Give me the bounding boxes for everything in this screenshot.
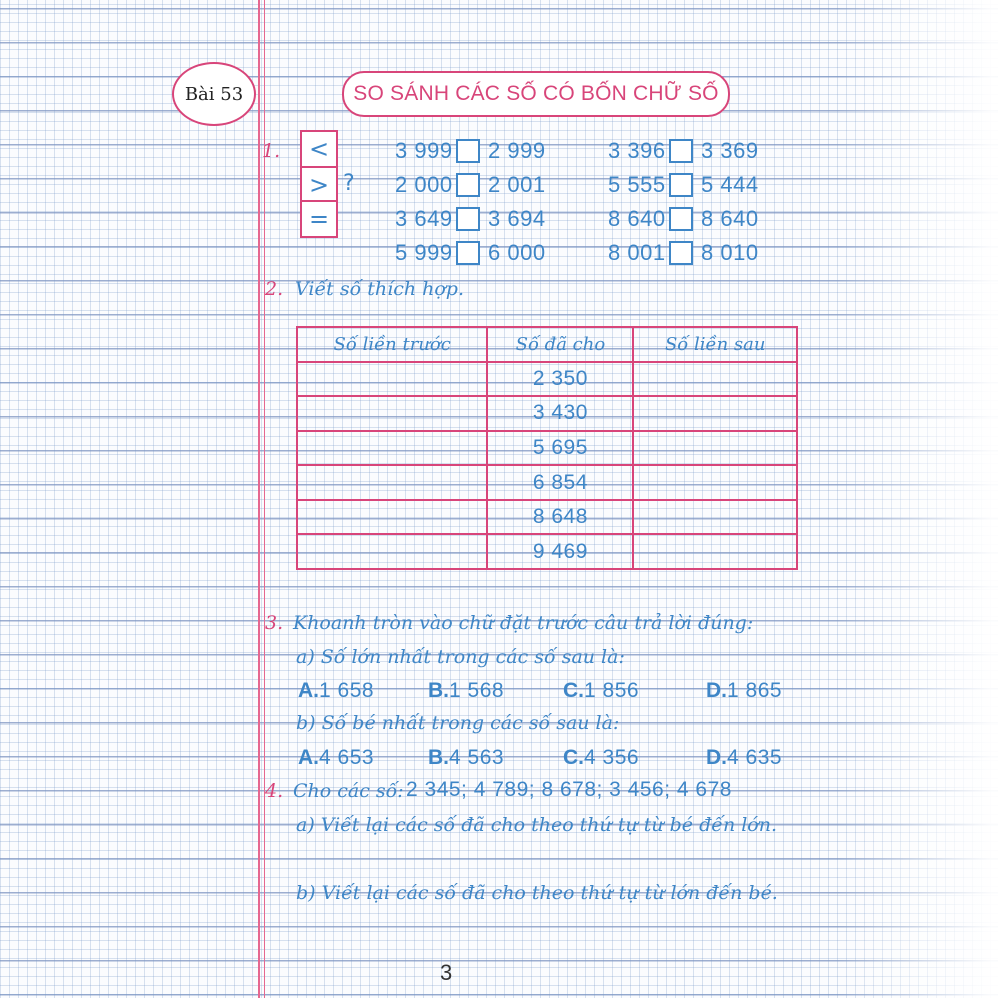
ex3b-option-d[interactable] (706, 745, 782, 770)
answer-box-7[interactable] (456, 241, 480, 265)
given-cell: 2 350 (487, 362, 633, 397)
less-than-symbol: < (308, 135, 330, 163)
ex3a-label: a) Số lớn nhất trong các số sau là: (296, 646, 625, 668)
previous-cell[interactable] (297, 362, 487, 397)
option-value: 1 865 (727, 679, 783, 702)
ex1-right-4: 5 444 (701, 172, 759, 197)
ex1-left-7: 5 999 (395, 240, 453, 265)
page-title-text: SO SÁNH CÁC SỐ CÓ BỐN CHỮ SỐ (353, 82, 719, 105)
page-number: 3 (440, 960, 453, 985)
given-cell: 5 695 (487, 431, 633, 466)
next-cell[interactable] (633, 362, 797, 397)
next-cell[interactable] (633, 534, 797, 569)
table-row (297, 500, 797, 535)
ex3b-option-a[interactable] (298, 745, 374, 770)
ex4b-text: b) Viết lại các số đã cho theo thứ tự từ lớn đến bé. (296, 882, 778, 904)
ex1-left-4: 5 555 (608, 172, 666, 197)
ex3a-option-d[interactable] (706, 678, 782, 703)
given-cell: 3 430 (487, 396, 633, 431)
ex1-right-8: 8 010 (701, 240, 759, 265)
greater-than-symbol: > (302, 166, 336, 202)
table-row (297, 362, 797, 397)
next-cell[interactable] (633, 396, 797, 431)
table-header-row (297, 327, 797, 362)
answer-box-5[interactable] (456, 207, 480, 231)
option-value: 1 658 (319, 679, 375, 702)
lesson-badge (172, 62, 256, 126)
ex1-left-3: 2 000 (395, 172, 453, 197)
ex4-intro: Cho các số: (293, 780, 404, 802)
number-table (296, 326, 798, 570)
ex1-number: 1. (262, 140, 281, 162)
ex1-right-6: 8 640 (701, 206, 759, 231)
ex4a-text: a) Viết lại các số đã cho theo thứ tự từ bé đến lớn. (296, 814, 778, 836)
ex1-right-2: 3 369 (701, 138, 759, 163)
ex3b-option-c[interactable] (563, 745, 639, 770)
option-letter: C. (563, 679, 584, 702)
answer-box-6[interactable] (669, 207, 693, 231)
given-cell: 6 854 (487, 465, 633, 500)
page-title (342, 71, 730, 117)
option-letter: A. (298, 679, 319, 702)
answer-box-3[interactable] (456, 173, 480, 197)
ex3b-option-b[interactable] (428, 745, 504, 770)
next-cell[interactable] (633, 465, 797, 500)
option-value: 4 653 (319, 746, 375, 769)
ex3-number: 3. (265, 612, 284, 634)
question-mark: ? (343, 171, 355, 196)
given-cell: 9 469 (487, 534, 633, 569)
header-previous: Số liền trước (297, 327, 487, 362)
table-row (297, 431, 797, 466)
table-row (297, 396, 797, 431)
ex1-right-5: 3 694 (488, 206, 546, 231)
ex1-left-1: 3 999 (395, 138, 453, 163)
table-row (297, 465, 797, 500)
ex3a-option-a[interactable] (298, 678, 374, 703)
previous-cell[interactable] (297, 500, 487, 535)
ex2-prompt: Viết số thích hợp. (295, 278, 464, 300)
ex3b-label: b) Số bé nhất trong các số sau là: (296, 712, 620, 734)
ex4-number: 4. (265, 780, 284, 802)
option-letter: B. (428, 679, 449, 702)
ex4-numbers: 2 345; 4 789; 8 678; 3 456; 4 678 (406, 778, 732, 801)
option-letter: D. (706, 746, 727, 769)
ex3a-option-c[interactable] (563, 678, 639, 703)
next-cell[interactable] (633, 431, 797, 466)
previous-cell[interactable] (297, 465, 487, 500)
ex1-right-1: 2 999 (488, 138, 546, 163)
previous-cell[interactable] (297, 396, 487, 431)
ex1-right-7: 6 000 (488, 240, 546, 265)
ex1-right-3: 2 001 (488, 172, 546, 197)
symbol-box (300, 130, 338, 238)
ex1-left-2: 3 396 (608, 138, 666, 163)
option-value: 4 356 (584, 746, 640, 769)
option-letter: B. (428, 746, 449, 769)
header-given: Số đã cho (487, 327, 633, 362)
answer-box-1[interactable] (456, 139, 480, 163)
previous-cell[interactable] (297, 534, 487, 569)
option-value: 4 563 (449, 746, 505, 769)
option-letter: C. (563, 746, 584, 769)
ex1-left-6: 8 640 (608, 206, 666, 231)
ex2-number: 2. (265, 278, 284, 300)
given-cell: 8 648 (487, 500, 633, 535)
answer-box-8[interactable] (669, 241, 693, 265)
ex1-left-5: 3 649 (395, 206, 453, 231)
page-edge (838, 0, 998, 998)
option-value: 1 856 (584, 679, 640, 702)
next-cell[interactable] (633, 500, 797, 535)
option-value: 1 568 (449, 679, 505, 702)
lesson-label: Bài 53 (184, 83, 244, 105)
option-value: 4 635 (727, 746, 783, 769)
ex3-prompt: Khoanh tròn vào chữ đặt trước câu trả lời đúng: (293, 612, 754, 634)
option-letter: A. (298, 746, 319, 769)
option-letter: D. (706, 679, 727, 702)
answer-box-2[interactable] (669, 139, 693, 163)
margin-line-left (258, 0, 260, 998)
ex1-left-8: 8 001 (608, 240, 666, 265)
answer-box-4[interactable] (669, 173, 693, 197)
table-row (297, 534, 797, 569)
equal-symbol: = (302, 200, 336, 236)
ex3a-option-b[interactable] (428, 678, 504, 703)
header-next: Số liền sau (633, 327, 797, 362)
previous-cell[interactable] (297, 431, 487, 466)
